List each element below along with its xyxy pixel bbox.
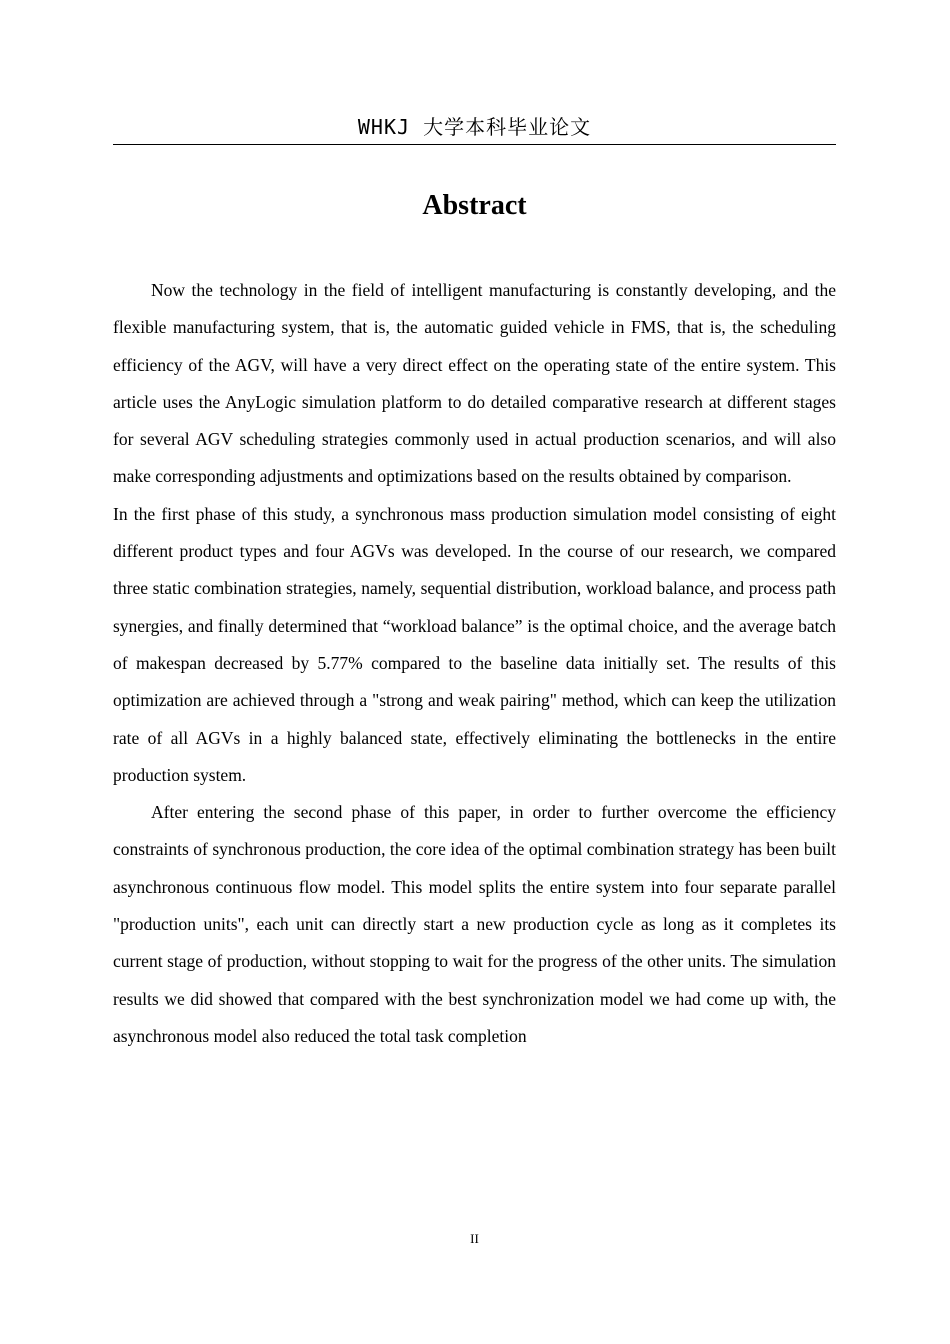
paragraph-3: After entering the second phase of this paper, in order to further overcome the efficiency constraints of synchronous production, the core idea of the optimal combination strategy has been built asynchronous continuous flow model. This model splits the entire system into four separate parallel "production units", each unit can directly start a new production cycle as long as it completes its current stage of production, without stopping to wait for the progress of the other units. The simulation results we did showed that compared with the best synchronization model we had come up with, the asynchronous model also reduced the total task completion — [113, 802, 836, 1046]
abstract-body — [113, 272, 836, 1055]
header-text: WHKJ 大学本科毕业论文 — [357, 115, 592, 139]
paragraph-1: Now the technology in the field of intelligent manufacturing is constantly developing, and the flexible manufacturing system, that is, the automatic guided vehicle in FMS, that is, the scheduling efficiency of the AGV, will have a very direct effect on the operating state of the entire system. This article uses the AnyLogic simulation platform to do detailed comparative research at different stages for several AGV scheduling strategies commonly used in actual production scenarios, and will also make corresponding adjustments and optimizations based on the results obtained by comparison. — [113, 280, 836, 487]
page-number: II — [470, 1231, 479, 1246]
paragraph-2: In the first phase of this study, a synchronous mass production simulation model consisting of eight different product types and four AGVs was developed. In the course of our research, we compared three static combination strategies, namely, sequential distribution, workload balance, and process path synergies, and finally determined that “workload balance” is the optimal choice, and the average batch of makespan decreased by 5.77% compared to the baseline data initially set. The results of this optimization are achieved through a "strong and weak pairing" method, which can keep the utilization rate of all AGVs in a highly balanced state, effectively eliminating the bottlenecks in the entire production system. — [113, 503, 836, 785]
running-header — [113, 114, 836, 145]
abstract-title: Abstract — [422, 190, 527, 221]
